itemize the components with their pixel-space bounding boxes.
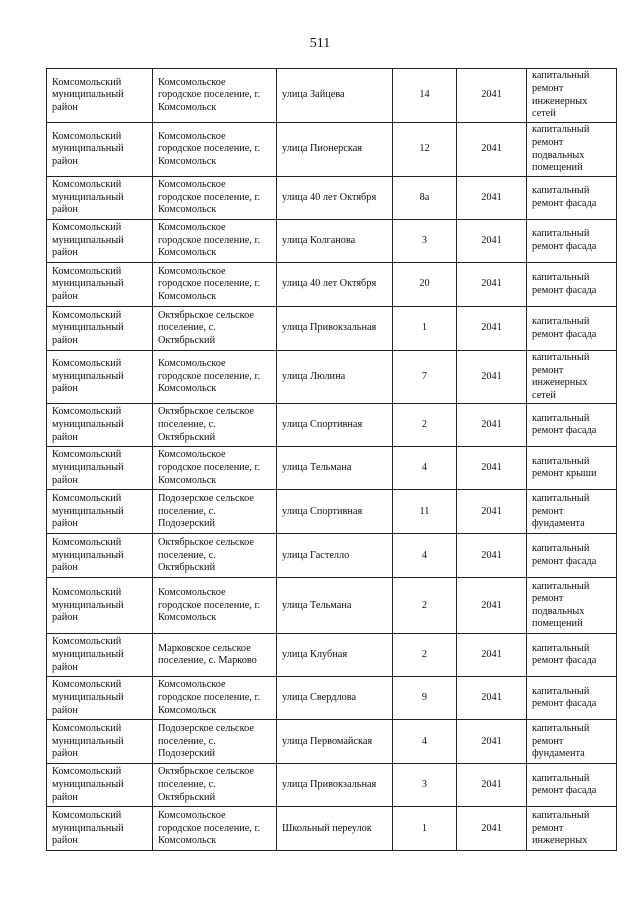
district-cell: Комсомольский муниципальный район <box>47 764 153 807</box>
table-row <box>47 677 617 720</box>
table-row <box>47 69 617 123</box>
settlement-cell: Комсомольское городское поселение, г. Комсомольск <box>153 677 277 720</box>
house-number-cell: 7 <box>393 351 457 404</box>
work-type-cell: капитальный ремонт подвальных помещений <box>527 123 617 177</box>
district-cell: Комсомольский муниципальный район <box>47 177 153 220</box>
table-row <box>47 807 617 851</box>
house-number-cell: 1 <box>393 807 457 851</box>
settlement-cell: Подозерское сельское поселение, с. Подозерский <box>153 490 277 534</box>
district-cell: Комсомольский муниципальный район <box>47 578 153 634</box>
house-number-cell: 4 <box>393 447 457 490</box>
year-cell: 2041 <box>457 307 527 351</box>
table-row <box>47 263 617 307</box>
house-number-cell: 8а <box>393 177 457 220</box>
table-row <box>47 490 617 534</box>
year-cell: 2041 <box>457 720 527 764</box>
district-cell: Комсомольский муниципальный район <box>47 447 153 490</box>
table-row <box>47 447 617 490</box>
street-cell: улица Колганова <box>277 220 393 263</box>
street-cell: улица Спортивная <box>277 490 393 534</box>
street-cell: улица Свердлова <box>277 677 393 720</box>
year-cell: 2041 <box>457 404 527 447</box>
street-cell: улица Клубная <box>277 634 393 677</box>
house-number-cell: 2 <box>393 578 457 634</box>
street-cell: улица Гастелло <box>277 534 393 578</box>
year-cell: 2041 <box>457 578 527 634</box>
year-cell: 2041 <box>457 177 527 220</box>
district-cell: Комсомольский муниципальный район <box>47 307 153 351</box>
year-cell: 2041 <box>457 123 527 177</box>
table-row <box>47 634 617 677</box>
street-cell: улица 40 лет Октября <box>277 263 393 307</box>
settlement-cell: Комсомольское городское поселение, г. Комсомольск <box>153 177 277 220</box>
district-cell: Комсомольский муниципальный район <box>47 634 153 677</box>
settlement-cell: Марковское сельское поселение, с. Марково <box>153 634 277 677</box>
district-cell: Комсомольский муниципальный район <box>47 807 153 851</box>
district-cell: Комсомольский муниципальный район <box>47 490 153 534</box>
work-type-cell: капитальный ремонт фундамента <box>527 720 617 764</box>
work-type-cell: капитальный ремонт фасада <box>527 764 617 807</box>
page-number: 511 <box>309 36 331 51</box>
house-number-cell: 2 <box>393 634 457 677</box>
house-number-cell: 2 <box>393 404 457 447</box>
district-cell: Комсомольский муниципальный район <box>47 534 153 578</box>
year-cell: 2041 <box>457 534 527 578</box>
year-cell: 2041 <box>457 351 527 404</box>
table-row <box>47 404 617 447</box>
work-type-cell: капитальный ремонт инженерных <box>527 807 617 851</box>
year-cell: 2041 <box>457 220 527 263</box>
table-row <box>47 177 617 220</box>
district-cell: Комсомольский муниципальный район <box>47 263 153 307</box>
house-number-cell: 4 <box>393 720 457 764</box>
year-cell: 2041 <box>457 447 527 490</box>
work-type-cell: капитальный ремонт крыши <box>527 447 617 490</box>
settlement-cell: Комсомольское городское поселение, г. Комсомольск <box>153 578 277 634</box>
settlement-cell: Комсомольское городское поселение, г. Комсомольск <box>153 220 277 263</box>
work-type-cell: капитальный ремонт инженерных сетей <box>527 351 617 404</box>
house-number-cell: 12 <box>393 123 457 177</box>
settlement-cell: Комсомольское городское поселение, г. Комсомольск <box>153 263 277 307</box>
house-number-cell: 1 <box>393 307 457 351</box>
street-cell: Школьный переулок <box>277 807 393 851</box>
street-cell: улица Зайцева <box>277 69 393 123</box>
street-cell: улица Тельмана <box>277 447 393 490</box>
district-cell: Комсомольский муниципальный район <box>47 404 153 447</box>
house-number-cell: 4 <box>393 534 457 578</box>
district-cell: Комсомольский муниципальный район <box>47 677 153 720</box>
street-cell: улица Привокзальная <box>277 764 393 807</box>
table-row <box>47 123 617 177</box>
year-cell: 2041 <box>457 490 527 534</box>
settlement-cell: Комсомольское городское поселение, г. Комсомольск <box>153 351 277 404</box>
district-cell: Комсомольский муниципальный район <box>47 720 153 764</box>
house-number-cell: 9 <box>393 677 457 720</box>
house-number-cell: 14 <box>393 69 457 123</box>
street-cell: улица Пионерская <box>277 123 393 177</box>
house-number-cell: 11 <box>393 490 457 534</box>
street-cell: улица Привокзальная <box>277 307 393 351</box>
work-type-cell: капитальный ремонт фасада <box>527 220 617 263</box>
work-type-cell: капитальный ремонт подвальных помещений <box>527 578 617 634</box>
settlement-cell: Октябрьское сельское поселение, с. Октябрьский <box>153 404 277 447</box>
settlement-cell: Комсомольское городское поселение, г. Комсомольск <box>153 807 277 851</box>
district-cell: Комсомольский муниципальный район <box>47 69 153 123</box>
year-cell: 2041 <box>457 69 527 123</box>
district-cell: Комсомольский муниципальный район <box>47 220 153 263</box>
street-cell: улица Тельмана <box>277 578 393 634</box>
table-row <box>47 720 617 764</box>
settlement-cell: Октябрьское сельское поселение, с. Октябрьский <box>153 307 277 351</box>
table-row <box>47 764 617 807</box>
settlement-cell: Подозерское сельское поселение, с. Подозерский <box>153 720 277 764</box>
work-type-cell: капитальный ремонт фасада <box>527 634 617 677</box>
year-cell: 2041 <box>457 677 527 720</box>
house-number-cell: 20 <box>393 263 457 307</box>
work-type-cell: капитальный ремонт фундамента <box>527 490 617 534</box>
work-type-cell: капитальный ремонт фасада <box>527 177 617 220</box>
settlement-cell: Октябрьское сельское поселение, с. Октябрьский <box>153 534 277 578</box>
district-cell: Комсомольский муниципальный район <box>47 351 153 404</box>
work-type-cell: капитальный ремонт фасада <box>527 307 617 351</box>
settlement-cell: Октябрьское сельское поселение, с. Октябрьский <box>153 764 277 807</box>
table-row <box>47 578 617 634</box>
street-cell: улица Спортивная <box>277 404 393 447</box>
table-row <box>47 534 617 578</box>
settlement-cell: Комсомольское городское поселение, г. Комсомольск <box>153 447 277 490</box>
street-cell: улица 40 лет Октября <box>277 177 393 220</box>
year-cell: 2041 <box>457 263 527 307</box>
settlement-cell: Комсомольское городское поселение, г. Комсомольск <box>153 123 277 177</box>
repair-schedule-table <box>46 68 617 851</box>
district-cell: Комсомольский муниципальный район <box>47 123 153 177</box>
house-number-cell: 3 <box>393 220 457 263</box>
settlement-cell: Комсомольское городское поселение, г. Комсомольск <box>153 69 277 123</box>
work-type-cell: капитальный ремонт фасада <box>527 404 617 447</box>
table-row <box>47 351 617 404</box>
house-number-cell: 3 <box>393 764 457 807</box>
table-row <box>47 220 617 263</box>
year-cell: 2041 <box>457 764 527 807</box>
work-type-cell: капитальный ремонт фасада <box>527 263 617 307</box>
year-cell: 2041 <box>457 807 527 851</box>
work-type-cell: капитальный ремонт инженерных сетей <box>527 69 617 123</box>
year-cell: 2041 <box>457 634 527 677</box>
work-type-cell: капитальный ремонт фасада <box>527 534 617 578</box>
street-cell: улица Первомайская <box>277 720 393 764</box>
street-cell: улица Люлина <box>277 351 393 404</box>
table-row <box>47 307 617 351</box>
work-type-cell: капитальный ремонт фасада <box>527 677 617 720</box>
